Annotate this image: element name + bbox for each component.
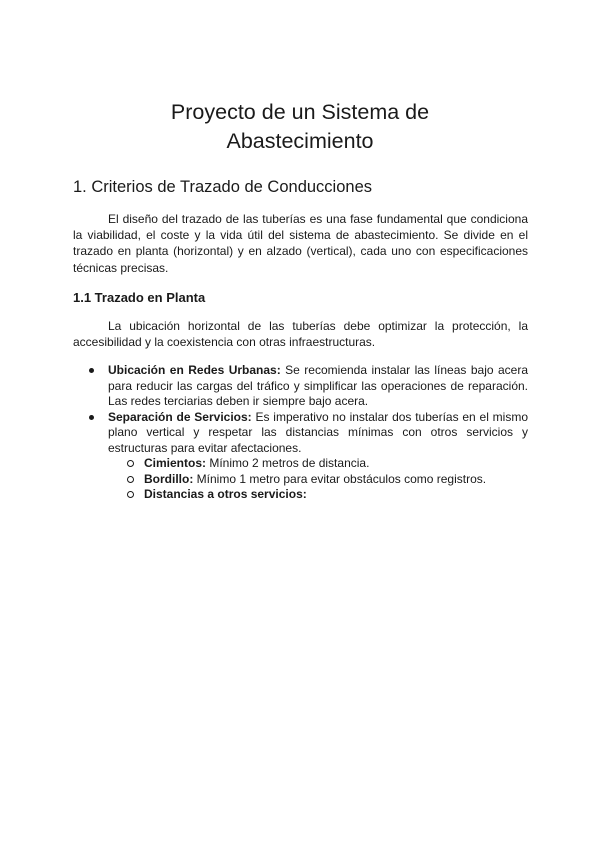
sub-bullet-list — [144, 456, 528, 503]
sub-bullet-text: Mínimo 2 metros de distancia. — [206, 456, 370, 470]
sub-list-item — [144, 472, 528, 488]
circle-bullet-icon — [127, 460, 134, 467]
subsection-heading-trazado-planta: 1.1 Trazado en Planta — [73, 290, 206, 305]
sub-bullet-label: Distancias a otros servicios: — [144, 487, 307, 501]
circle-bullet-icon — [127, 476, 134, 483]
bullet-list — [108, 363, 528, 503]
bullet-icon — [89, 415, 94, 420]
page-title: Proyecto de un Sistema de Abastecimiento — [170, 100, 430, 153]
bullet-label: Ubicación en Redes Urbanas: — [108, 363, 281, 377]
section-heading-criterios: 1. Criterios de Trazado de Conducciones — [73, 178, 372, 196]
bullet-icon — [89, 368, 94, 373]
list-item — [108, 363, 528, 410]
bullet-text: Se recomienda instalar las líneas bajo acera para reducir las cargas del tráfico y simplificar las operaciones de reparación. Las redes terciarias deben ir siempre bajo acera. — [108, 363, 528, 408]
subsection-paragraph: La ubicación horizontal de las tuberías debe optimizar la protección, la accesibilidad y la coexistencia con otras infraestructuras. — [73, 319, 528, 350]
bullet-label: Separación de Servicios: — [108, 409, 252, 424]
sub-bullet-label: Bordillo: — [144, 471, 194, 486]
sub-bullet-label: Cimientos: — [144, 456, 207, 470]
circle-bullet-icon — [127, 491, 134, 498]
section-paragraph-intro: El diseño del trazado de las tuberías es una fase fundamental que condiciona la viabilidad, el coste y la vida útil del sistema de abastecimiento. Se divide en el trazado en planta (horizontal) y en alzado (vertical), cada uno con especificaciones técnicas precisas. — [73, 212, 528, 275]
sub-list-item — [144, 487, 528, 503]
sub-list-item — [144, 456, 528, 472]
list-item — [108, 410, 528, 503]
sub-bullet-text: Mínimo 1 metro para evitar obstáculos como registros. — [193, 471, 487, 486]
bullet-text: Es imperativo no instalar dos tuberías en el mismo plano vertical y respetar las distancias mínimas con otros servicios y estructuras para evitar afectaciones. — [108, 409, 528, 455]
